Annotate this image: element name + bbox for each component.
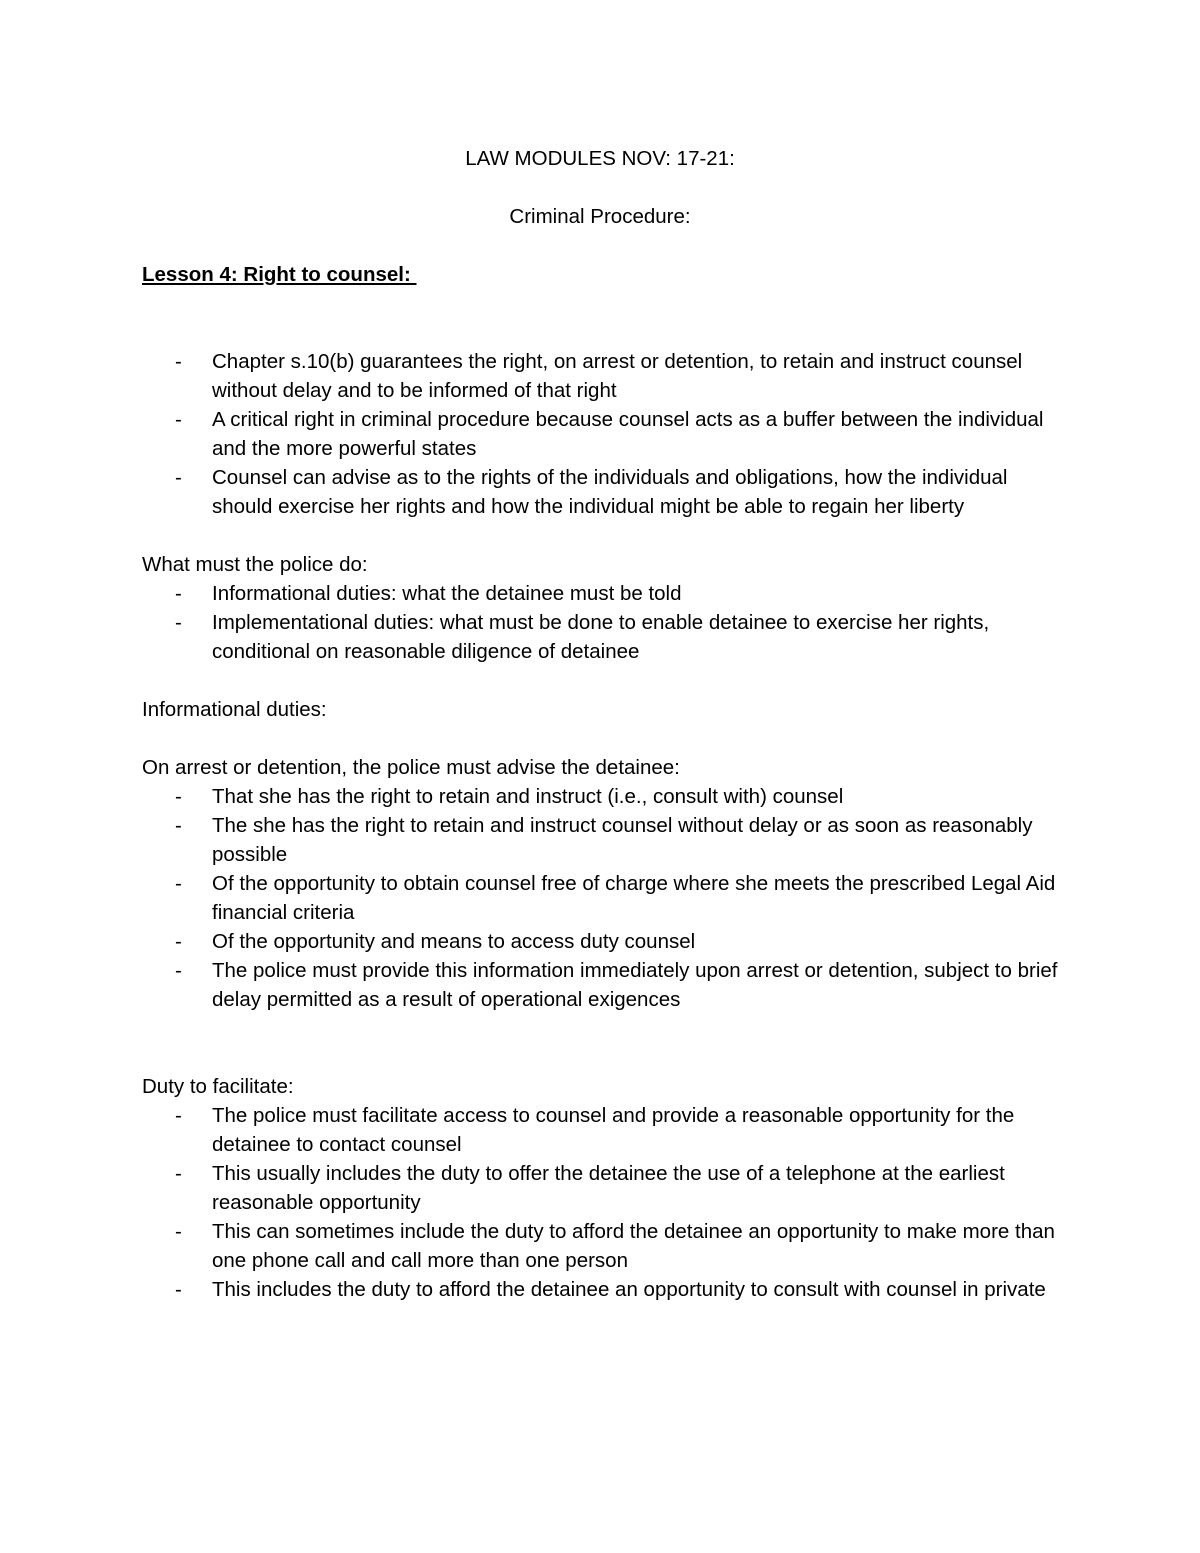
dash-marker: - (175, 872, 182, 895)
dash-marker: - (175, 611, 182, 634)
dash-marker: - (175, 582, 182, 605)
list-item (142, 1275, 1062, 1304)
list-item-text: This includes the duty to afford the detainee an opportunity to consult with counsel in private (212, 1278, 1046, 1301)
list-item-text: Implementational duties: what must be done to enable detainee to exercise her rights, conditional on reasonable diligence of detainee (212, 611, 990, 663)
dash-marker: - (175, 350, 182, 373)
facilitate-bullet-list (142, 1101, 1062, 1304)
list-item (142, 463, 1062, 521)
list-item (142, 811, 1062, 869)
list-item-text: The she has the right to retain and instruct counsel without delay or as soon as reasonably possible (212, 814, 1033, 866)
facilitate-heading: Duty to facilitate: (142, 1075, 294, 1098)
intro-bullet-list (142, 347, 1062, 521)
list-item-text: Chapter s.10(b) guarantees the right, on arrest or detention, to retain and instruct counsel without delay and to be informed of that right (212, 350, 1023, 402)
arrest-bullet-list (142, 782, 1062, 1014)
document-subtitle: Criminal Procedure: (509, 205, 691, 228)
spacer (142, 724, 1062, 753)
dash-marker: - (175, 466, 182, 489)
list-item-text: This usually includes the duty to offer the detainee the use of a telephone at the earliest reasonable opportunity (212, 1162, 1005, 1214)
list-item-text: That she has the right to retain and instruct (i.e., consult with) counsel (212, 785, 844, 808)
list-item-text: This can sometimes include the duty to afford the detainee an opportunity to make more than one phone call and call more than one person (212, 1220, 1055, 1272)
document-title: LAW MODULES NOV: 17-21: (465, 147, 735, 170)
dash-marker: - (175, 1104, 182, 1127)
list-item (142, 608, 1062, 666)
informational-heading: Informational duties: (142, 698, 327, 721)
lesson-heading: Lesson 4: Right to counsel: (142, 263, 417, 286)
dash-marker: - (175, 1220, 182, 1243)
list-item-text: Informational duties: what the detainee must be told (212, 582, 682, 605)
list-item (142, 1101, 1062, 1159)
spacer (142, 1014, 1062, 1072)
spacer (142, 521, 1062, 550)
dash-marker: - (175, 785, 182, 808)
dash-marker: - (175, 1162, 182, 1185)
list-item (142, 782, 1062, 811)
list-item (142, 956, 1062, 1014)
list-item-text: Of the opportunity to obtain counsel free of charge where she meets the prescribed Legal Aid financial criteria (212, 872, 1056, 924)
list-item (142, 347, 1062, 405)
dash-marker: - (175, 1278, 182, 1301)
spacer (142, 666, 1062, 695)
dash-marker: - (175, 408, 182, 431)
list-item-text: The police must facilitate access to counsel and provide a reasonable opportunity for the detainee to contact counsel (212, 1104, 1015, 1156)
police-bullet-list (142, 579, 1062, 666)
list-item (142, 1217, 1062, 1275)
list-item (142, 1159, 1062, 1217)
dash-marker: - (175, 959, 182, 982)
list-item-text: A critical right in criminal procedure because counsel acts as a buffer between the individual and the more powerful states (212, 408, 1044, 460)
dash-marker: - (175, 930, 182, 953)
list-item-text: Of the opportunity and means to access duty counsel (212, 930, 696, 953)
arrest-heading: On arrest or detention, the police must advise the detainee: (142, 756, 680, 779)
list-item (142, 579, 1062, 608)
document-body (142, 144, 1062, 1304)
list-item (142, 927, 1062, 956)
list-item-text: Counsel can advise as to the rights of the individuals and obligations, how the individual should exercise her rights and how the individual might be able to regain her liberty (212, 466, 1008, 518)
list-item (142, 869, 1062, 927)
list-item (142, 405, 1062, 463)
dash-marker: - (175, 814, 182, 837)
list-item-text: The police must provide this information immediately upon arrest or detention, subject to brief delay permitted as a result of operational exigences (212, 959, 1058, 1011)
police-heading: What must the police do: (142, 553, 368, 576)
